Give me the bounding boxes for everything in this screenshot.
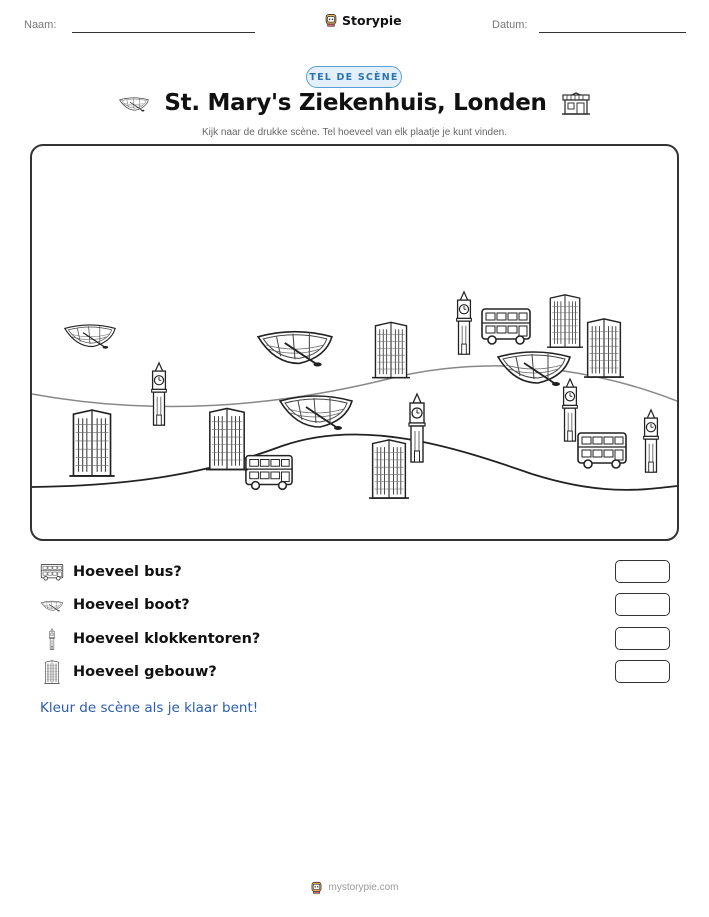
question-label: Hoeveel boot? (73, 597, 190, 613)
clock-tower-icon (40, 628, 64, 650)
mascot-icon (310, 880, 323, 895)
building-icon (547, 295, 583, 347)
bus-icon (578, 433, 626, 468)
question-row-boat (40, 593, 670, 617)
answer-box-clock-tower[interactable] (615, 627, 670, 650)
footer-url: mystorypie.com (328, 882, 399, 893)
date-label: Datum: (492, 19, 528, 31)
question-row-bus (40, 560, 670, 584)
boat-icon (118, 94, 150, 112)
building-icon (369, 440, 409, 498)
date-line[interactable] (539, 32, 686, 33)
boat-icon (40, 594, 64, 616)
building-icon (206, 408, 248, 469)
question-row-clock-tower (40, 627, 670, 651)
bus-icon (482, 309, 530, 344)
scene-canvas (32, 146, 677, 539)
building-icon (584, 319, 624, 377)
question-label: Hoeveel bus? (73, 564, 182, 580)
boat-icon (498, 352, 570, 386)
question-label: Hoeveel gebouw? (73, 664, 217, 680)
answer-box-building[interactable] (615, 660, 670, 683)
scene-frame (30, 144, 679, 541)
clock-tower-icon (457, 292, 472, 354)
footer (0, 880, 709, 895)
boat-icon (65, 325, 115, 349)
clock-tower-icon (644, 410, 659, 472)
boat-icon (280, 396, 352, 430)
building-icon (372, 322, 410, 377)
question-label: Hoeveel klokkentoren? (73, 631, 261, 647)
page-title (0, 90, 709, 116)
name-line[interactable] (72, 32, 255, 33)
clock-tower-icon (152, 363, 167, 425)
bus-icon (40, 561, 64, 583)
clock-tower-icon (409, 394, 425, 462)
name-label: Naam: (24, 19, 57, 31)
boat-icon (258, 332, 332, 367)
question-row-building (40, 660, 670, 684)
clock-tower-icon (563, 379, 578, 441)
answer-box-bus[interactable] (615, 560, 670, 583)
building-icon (69, 410, 114, 476)
title-text: St. Mary's Ziekenhuis, Londen (164, 90, 547, 116)
back-hill-line (32, 366, 677, 407)
bus-icon (246, 456, 292, 490)
brand-name: Storypie (342, 12, 402, 28)
building-icon (40, 661, 64, 683)
hospital-icon (561, 90, 591, 116)
answer-box-boat[interactable] (615, 593, 670, 616)
scene-badge: TEL DE SCÈNE (306, 66, 402, 88)
mascot-icon (324, 12, 338, 28)
coloring-note: Kleur de scène als je klaar bent! (40, 700, 259, 716)
brand-logo (324, 12, 402, 28)
instructions: Kijk naar de drukke scène. Tel hoeveel van elk plaatje je kunt vinden. (201, 127, 507, 138)
